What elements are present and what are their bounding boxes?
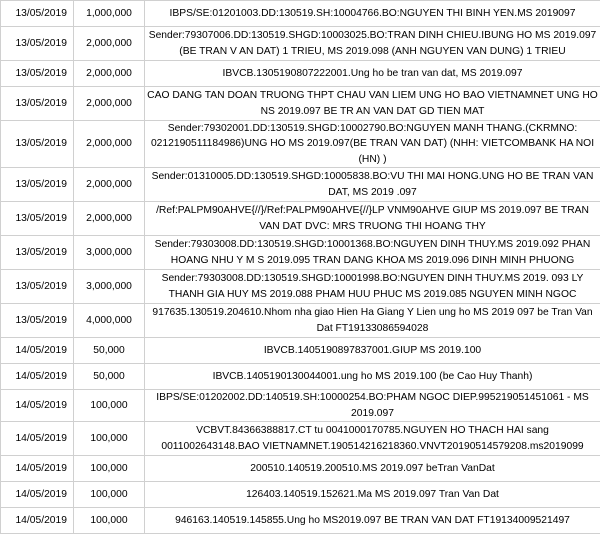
- date-cell: 14/05/2019: [1, 508, 74, 534]
- table-row: [1, 338, 600, 364]
- date-cell: 13/05/2019: [1, 121, 74, 168]
- table-row: [1, 87, 600, 121]
- amount-cell: 50,000: [74, 338, 145, 364]
- amount-cell: 100,000: [74, 508, 145, 534]
- amount-cell: 3,000,000: [74, 270, 145, 304]
- description-cell: Sender:79303008.DD:130519.SHGD:10001998.BO:NGUYEN DINH THUY.MS 2019. 093 LY THANH GIA HUY MS 2019.088 PHAM HUU PHUC MS 2019.085 NGUYEN MINH NGOC: [145, 270, 600, 304]
- date-cell: 13/05/2019: [1, 87, 74, 121]
- table-row: [1, 1, 600, 27]
- date-cell: 14/05/2019: [1, 390, 74, 422]
- date-cell: 14/05/2019: [1, 338, 74, 364]
- date-cell: 14/05/2019: [1, 364, 74, 390]
- table-row: [1, 482, 600, 508]
- date-cell: 13/05/2019: [1, 236, 74, 270]
- amount-cell: 4,000,000: [74, 304, 145, 338]
- description-cell: CAO DANG TAN DOAN TRUONG THPT CHAU VAN LIEM UNG HO BAO VIETNAMNET UNG HO NS 2019.097 BE TR AN VAN DAT GD TIEN MAT: [145, 87, 600, 121]
- amount-cell: 1,000,000: [74, 1, 145, 27]
- description-cell: /Ref:PALPM90AHVE{//}/Ref:PALPM90AHVE{//}LP VNM90AHVE GIUP MS 2019.097 BE TRAN VAN DAT DVC: MRS TRUONG THI HOANG THY: [145, 202, 600, 236]
- table-row: [1, 422, 600, 456]
- description-cell: IBVCB.1305190807222001.Ung ho be tran van dat, MS 2019.097: [145, 61, 600, 87]
- amount-cell: 50,000: [74, 364, 145, 390]
- amount-cell: 3,000,000: [74, 236, 145, 270]
- table-row: [1, 456, 600, 482]
- table-row: [1, 304, 600, 338]
- amount-cell: 2,000,000: [74, 61, 145, 87]
- description-cell: IBVCB.1405190897837001.GIUP MS 2019.100: [145, 338, 600, 364]
- description-cell: Sender:79302001.DD:130519.SHGD:10002790.BO:NGUYEN MANH THANG.(CKRMNO: 0212190511184986)UNG HO MS 2019.097(BE TRAN VAN DAT) (NHH: VIETCOMBANK HA NOI (HN) ): [145, 121, 600, 168]
- date-cell: 14/05/2019: [1, 482, 74, 508]
- date-cell: 13/05/2019: [1, 27, 74, 61]
- description-cell: VCBVT.84366388817.CT tu 0041000170785.NGUYEN HO THACH HAI sang 0011002643148.BAO VIETNAMNET.190514216218360.VNVT20190514579208.ms2019099: [145, 422, 600, 456]
- description-cell: 946163.140519.145855.Ung ho MS2019.097 BE TRAN VAN DAT FT19134009521497: [145, 508, 600, 534]
- amount-cell: 2,000,000: [74, 27, 145, 61]
- amount-cell: 2,000,000: [74, 87, 145, 121]
- table-row: [1, 121, 600, 168]
- date-cell: 14/05/2019: [1, 422, 74, 456]
- description-cell: 126403.140519.152621.Ma MS 2019.097 Tran Van Dat: [145, 482, 600, 508]
- table-row: [1, 202, 600, 236]
- date-cell: 13/05/2019: [1, 270, 74, 304]
- amount-cell: 100,000: [74, 482, 145, 508]
- amount-cell: 100,000: [74, 390, 145, 422]
- date-cell: 13/05/2019: [1, 304, 74, 338]
- table-row: [1, 390, 600, 422]
- table-row: [1, 27, 600, 61]
- description-cell: Sender:01310005.DD:130519.SHGD:10005838.BO:VU THI MAI HONG.UNG HO BE TRAN VAN DAT, MS 2019 .097: [145, 168, 600, 202]
- table-row: [1, 270, 600, 304]
- date-cell: 13/05/2019: [1, 61, 74, 87]
- date-cell: 13/05/2019: [1, 168, 74, 202]
- amount-cell: 2,000,000: [74, 202, 145, 236]
- description-cell: 917635.130519.204610.Nhom nha giao Hien Ha Giang Y Lien ung ho MS 2019 097 be Tran Van Dat FT19133086594028: [145, 304, 600, 338]
- amount-cell: 100,000: [74, 456, 145, 482]
- date-cell: 13/05/2019: [1, 202, 74, 236]
- table-row: [1, 508, 600, 534]
- table-row: [1, 364, 600, 390]
- description-cell: IBPS/SE:01202002.DD:140519.SH:10000254.BO:PHAM NGOC DIEP.995219051451061 - MS 2019.097: [145, 390, 600, 422]
- date-cell: 14/05/2019: [1, 456, 74, 482]
- description-cell: IBVCB.1405190130044001.ung ho MS 2019.100 (be Cao Huy Thanh): [145, 364, 600, 390]
- description-cell: IBPS/SE:01201003.DD:130519.SH:10004766.BO:NGUYEN THI BINH YEN.MS 2019097: [145, 1, 600, 27]
- description-cell: Sender:79307006.DD:130519.SHGD:10003025.BO:TRAN DINH CHIEU.IBUNG HO MS 2019.097 (BE TRAN V AN DAT) 1 TRIEU, MS 2019.098 (ANH NGUYEN VAN DUNG) 1 TRIEU: [145, 27, 600, 61]
- amount-cell: 2,000,000: [74, 121, 145, 168]
- description-cell: 200510.140519.200510.MS 2019.097 beTran VanDat: [145, 456, 600, 482]
- date-cell: 13/05/2019: [1, 1, 74, 27]
- table-row: [1, 168, 600, 202]
- table-row: [1, 61, 600, 87]
- amount-cell: 2,000,000: [74, 168, 145, 202]
- amount-cell: 100,000: [74, 422, 145, 456]
- table-row: [1, 236, 600, 270]
- description-cell: Sender:79303008.DD:130519.SHGD:10001368.BO:NGUYEN DINH THUY.MS 2019.092 PHAN HOANG NHU Y M S 2019.095 TRAN DANG KHOA MS 2019.096 DINH MINH PHUONG: [145, 236, 600, 270]
